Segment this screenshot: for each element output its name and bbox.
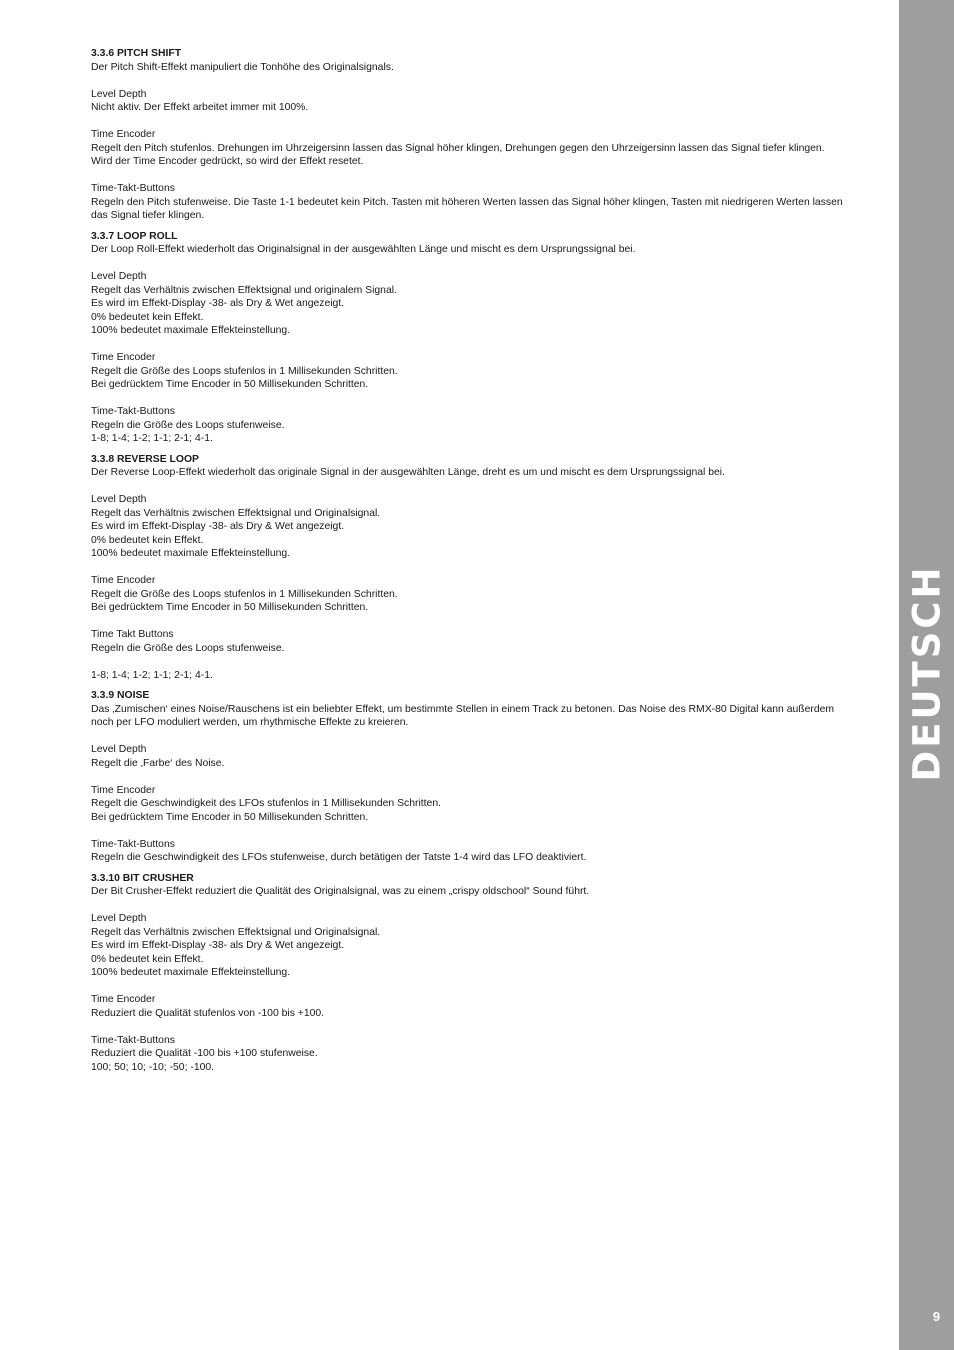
paragraph	[91, 784, 843, 825]
language-label: DEUTSCH	[905, 564, 948, 782]
text-line: Der Pitch Shift-Effekt manipuliert die Tonhöhe des Originalsignals.	[91, 61, 394, 73]
text-line: Time Encoder	[91, 784, 156, 796]
text-line: Der Reverse Loop-Effekt wiederholt das originale Signal in der ausgewählten Länge, dreht es um und mischt es dem Ursprungssignal bei.	[91, 467, 725, 478]
text-line: 0% bedeutet kein Effekt.	[91, 953, 204, 965]
text-line: Regeln den Pitch stufenweise. Die Taste 1-1 bedeutet kein Pitch. Tasten mit höheren Werten lassen das Signal höher klingen, Tasten mit niedrigeren Werten lassen das Signal tiefer klingen.	[91, 196, 843, 221]
paragraph	[91, 628, 843, 655]
paragraph	[91, 466, 843, 480]
paragraph	[91, 743, 843, 770]
text-line: Es wird im Effekt-Display -38- als Dry & Wet angezeigt.	[91, 521, 345, 532]
text-line: 0% bedeutet kein Effekt.	[91, 534, 204, 546]
paragraph	[91, 885, 843, 899]
paragraph	[91, 88, 843, 115]
section	[91, 689, 843, 865]
document-body	[91, 47, 843, 1081]
section-heading: 3.3.6 PITCH SHIFT	[91, 48, 182, 59]
section	[91, 47, 843, 223]
text-line: 100% bedeutet maximale Effekteinstellung.	[91, 967, 291, 978]
text-line: Level Depth	[91, 494, 147, 505]
text-line: 100; 50; 10; -10; -50; -100.	[91, 1061, 215, 1073]
text-line: Regelt die Geschwindigkeit des LFOs stufenlos in 1 Millisekunden Schritten.	[91, 798, 441, 809]
text-line: Time Encoder	[91, 352, 156, 363]
text-line: Das ‚Zumischen‘ eines Noise/Rauschens ist ein beliebter Effekt, um bestimmte Stellen in einem Track zu betonen. Das Noise des RMX-80 Digital kann außerdem noch per LFO moduliert werden, um rhythmische Effekte zu kreieren.	[91, 703, 835, 728]
text-line: Bei gedrücktem Time Encoder in 50 Millisekunden Schritten.	[91, 602, 369, 613]
text-line: Es wird im Effekt-Display -38- als Dry & Wet angezeigt.	[91, 940, 345, 951]
text-line: Wird der Time Encoder gedrückt, so wird der Effekt resetet.	[91, 156, 364, 167]
section-heading: 3.3.8 REVERSE LOOP	[91, 453, 199, 465]
text-line: 1-8; 1-4; 1-2; 1-1; 2-1; 4-1.	[91, 433, 213, 444]
text-line: Time-Takt-Buttons	[91, 406, 175, 417]
text-line: Regelt das Verhältnis zwischen Effektsignal und Originalsignal.	[91, 507, 381, 519]
paragraph	[91, 1034, 843, 1075]
page-number: 9	[932, 1309, 941, 1324]
paragraph	[91, 669, 843, 683]
text-line: Reduziert die Qualität -100 bis +100 stufenweise.	[91, 1048, 318, 1059]
text-line: Der Bit Crusher-Effekt reduziert die Qualität des Originalsignal, was zu einem „crispy oldschool“ Sound führt.	[91, 886, 590, 897]
text-line: 1-8; 1-4; 1-2; 1-1; 2-1; 4-1.	[91, 669, 213, 681]
paragraph	[91, 993, 843, 1020]
text-line: Time Encoder	[91, 129, 156, 140]
text-line: Regeln die Größe des Loops stufenweise.	[91, 419, 285, 431]
text-line: Level Depth	[91, 88, 147, 100]
text-line: 100% bedeutet maximale Effekteinstellung.	[91, 325, 291, 336]
paragraph	[91, 838, 843, 865]
text-line: 100% bedeutet maximale Effekteinstellung.	[91, 548, 291, 559]
text-line: Time-Takt-Buttons	[91, 1034, 175, 1046]
paragraph	[91, 703, 843, 730]
text-line: Time Encoder	[91, 994, 156, 1005]
text-line: Regelt die Größe des Loops stufenlos in 1 Millisekunden Schritten.	[91, 588, 398, 600]
text-line: Time Encoder	[91, 575, 156, 586]
text-line: Regelt die Größe des Loops stufenlos in 1 Millisekunden Schritten.	[91, 365, 398, 377]
paragraph	[91, 182, 843, 223]
section-heading: 3.3.7 LOOP ROLL	[91, 230, 178, 242]
text-line: Nicht aktiv. Der Effekt arbeitet immer mit 100%.	[91, 102, 309, 113]
text-line: Bei gedrücktem Time Encoder in 50 Millisekunden Schritten.	[91, 379, 369, 390]
text-line: Level Depth	[91, 913, 147, 924]
text-line: Level Depth	[91, 744, 147, 755]
text-line: Es wird im Effekt-Display -38- als Dry & Wet angezeigt.	[91, 298, 345, 309]
section	[91, 453, 843, 683]
text-line: Regelt das Verhältnis zwischen Effektsignal und Originalsignal.	[91, 926, 381, 938]
text-line: Regeln die Größe des Loops stufenweise.	[91, 642, 285, 654]
text-line: Time Takt Buttons	[91, 629, 174, 640]
text-line: Time-Takt-Buttons	[91, 183, 175, 194]
paragraph	[91, 128, 843, 169]
paragraph	[91, 243, 843, 257]
paragraph	[91, 351, 843, 392]
text-line: Time-Takt-Buttons	[91, 838, 175, 850]
text-line: Reduziert die Qualität stufenlos von -100 bis +100.	[91, 1007, 325, 1019]
paragraph	[91, 493, 843, 561]
language-sidebar	[899, 0, 954, 1350]
paragraph	[91, 912, 843, 980]
text-line: Regeln die Geschwindigkeit des LFOs stufenweise, durch betätigen der Tatste 1-4 wird das LFO deaktiviert.	[91, 852, 587, 863]
paragraph	[91, 270, 843, 338]
text-line: Bei gedrücktem Time Encoder in 50 Millisekunden Schritten.	[91, 811, 369, 823]
text-line: 0% bedeutet kein Effekt.	[91, 311, 204, 323]
section-heading: 3.3.10 BIT CRUSHER	[91, 872, 194, 884]
section-heading: 3.3.9 NOISE	[91, 690, 150, 701]
text-line: Level Depth	[91, 271, 147, 282]
paragraph	[91, 61, 843, 75]
text-line: Regelt den Pitch stufenlos. Drehungen im Uhrzeigersinn lassen das Signal höher klingen, Drehungen gegen den Uhrzeigersinn lassen das Signal tiefer klingen.	[91, 142, 825, 154]
section	[91, 872, 843, 1075]
paragraph	[91, 405, 843, 446]
paragraph	[91, 574, 843, 615]
text-line: Der Loop Roll-Effekt wiederholt das Originalsignal in der ausgewählten Länge und mischt es dem Ursprungssignal bei.	[91, 244, 636, 255]
text-line: Regelt die ‚Farbe‘ des Noise.	[91, 757, 225, 769]
text-line: Regelt das Verhältnis zwischen Effektsignal und originalem Signal.	[91, 284, 397, 296]
section	[91, 230, 843, 446]
